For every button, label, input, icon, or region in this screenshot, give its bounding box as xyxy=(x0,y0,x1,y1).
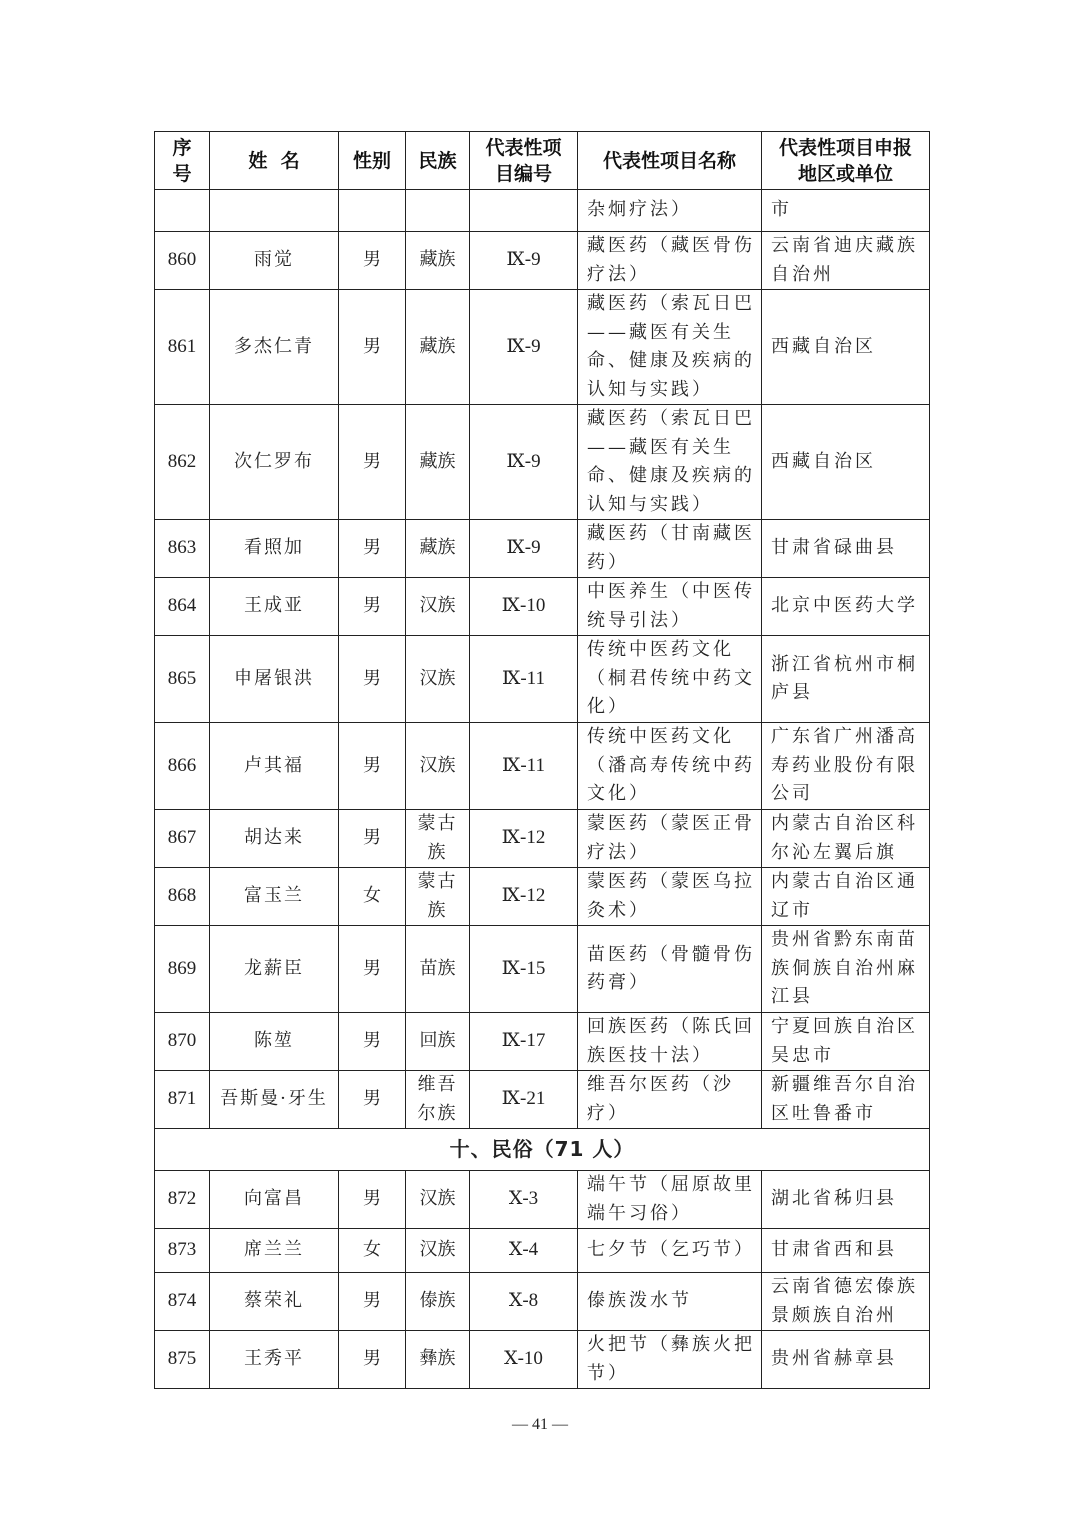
cell-region: 内蒙古自治区科尔沁左翼后旗 xyxy=(762,810,930,868)
cell-region: 云南省迪庆藏族自治州 xyxy=(762,232,930,290)
cell-code: Ⅹ-3 xyxy=(470,1171,578,1229)
cell-gender: 男 xyxy=(339,810,406,868)
cell-project: 回族医药（陈氏回族医技十法） xyxy=(578,1013,762,1071)
cell-code: Ⅸ-10 xyxy=(470,578,578,636)
cell-code: Ⅹ-4 xyxy=(470,1229,578,1273)
cell-code: Ⅸ-11 xyxy=(470,723,578,810)
cell-gender: 男 xyxy=(339,926,406,1013)
cell-ethnicity: 汉族 xyxy=(406,1229,470,1273)
cell-project: 火把节（彝族火把节） xyxy=(578,1331,762,1389)
table-row xyxy=(155,520,930,578)
cell-seq: 875 xyxy=(155,1331,210,1389)
cell-gender: 男 xyxy=(339,723,406,810)
header-ethnicity: 民族 xyxy=(406,132,470,190)
table-row xyxy=(155,1171,930,1229)
cell-project: 藏医药（索瓦日巴——藏医有关生命、健康及疾病的认知与实践） xyxy=(578,290,762,405)
header-name: 姓 名 xyxy=(210,132,339,190)
inheritors-table xyxy=(154,131,930,1389)
cell-name: 蔡荣礼 xyxy=(210,1273,339,1331)
cell-code: Ⅸ-9 xyxy=(470,232,578,290)
cell-gender: 男 xyxy=(339,636,406,723)
cell-region: 内蒙古自治区通辽市 xyxy=(762,868,930,926)
cell-code: Ⅸ-12 xyxy=(470,868,578,926)
continuation-project: 杂炯疗法） xyxy=(578,190,762,232)
cell-project: 七夕节（乞巧节） xyxy=(578,1229,762,1273)
header-row xyxy=(155,132,930,190)
cell-code: Ⅹ-10 xyxy=(470,1331,578,1389)
cell-gender: 男 xyxy=(339,520,406,578)
cell-ethnicity: 彝族 xyxy=(406,1331,470,1389)
cell-gender: 女 xyxy=(339,868,406,926)
table-row xyxy=(155,232,930,290)
cell-code: Ⅸ-12 xyxy=(470,810,578,868)
cell-name: 王成亚 xyxy=(210,578,339,636)
cell-gender: 男 xyxy=(339,405,406,520)
header-gender: 性别 xyxy=(339,132,406,190)
cell-project: 传统中医药文化（桐君传统中药文化） xyxy=(578,636,762,723)
cell-ethnicity: 回族 xyxy=(406,1013,470,1071)
cell-region: 浙江省杭州市桐庐县 xyxy=(762,636,930,723)
cell-name: 雨觉 xyxy=(210,232,339,290)
table-row xyxy=(155,636,930,723)
cell-seq: 868 xyxy=(155,868,210,926)
cell-project: 端午节（屈原故里端午习俗） xyxy=(578,1171,762,1229)
cell-name: 向富昌 xyxy=(210,1171,339,1229)
cell-seq: 871 xyxy=(155,1071,210,1129)
cell-project: 傣族泼水节 xyxy=(578,1273,762,1331)
cell-name: 吾斯曼·牙生 xyxy=(210,1071,339,1129)
cell-ethnicity: 汉族 xyxy=(406,723,470,810)
cell-project: 藏医药（索瓦日巴——藏医有关生命、健康及疾病的认知与实践） xyxy=(578,405,762,520)
cell-region: 贵州省黔东南苗族侗族自治州麻江县 xyxy=(762,926,930,1013)
header-region: 代表性项目申报地区或单位 xyxy=(762,132,930,190)
table-row xyxy=(155,290,930,405)
cell-seq: 873 xyxy=(155,1229,210,1273)
cell-region: 北京中医药大学 xyxy=(762,578,930,636)
cell-region: 湖北省秭归县 xyxy=(762,1171,930,1229)
cell-ethnicity: 藏族 xyxy=(406,232,470,290)
cell-code: Ⅸ-15 xyxy=(470,926,578,1013)
table-row xyxy=(155,1273,930,1331)
cell-code: Ⅸ-9 xyxy=(470,405,578,520)
cell-ethnicity: 藏族 xyxy=(406,520,470,578)
cell-name: 次仁罗布 xyxy=(210,405,339,520)
table-row xyxy=(155,1071,930,1129)
cell-name: 卢其福 xyxy=(210,723,339,810)
table-row xyxy=(155,810,930,868)
cell-region: 新疆维吾尔自治区吐鲁番市 xyxy=(762,1071,930,1129)
cell-seq: 869 xyxy=(155,926,210,1013)
cell-ethnicity: 汉族 xyxy=(406,636,470,723)
table-row xyxy=(155,723,930,810)
cell-seq: 870 xyxy=(155,1013,210,1071)
cell-gender: 男 xyxy=(339,1331,406,1389)
cell-gender: 女 xyxy=(339,1229,406,1273)
cell-ethnicity: 苗族 xyxy=(406,926,470,1013)
continuation-row xyxy=(155,190,930,232)
cell-seq: 860 xyxy=(155,232,210,290)
cell-seq: 861 xyxy=(155,290,210,405)
cell-ethnicity: 藏族 xyxy=(406,405,470,520)
cell-seq: 862 xyxy=(155,405,210,520)
table-row xyxy=(155,868,930,926)
header-code: 代表性项目编号 xyxy=(470,132,578,190)
cell-gender: 男 xyxy=(339,578,406,636)
cell-region: 西藏自治区 xyxy=(762,290,930,405)
cell-project: 中医养生（中医传统导引法） xyxy=(578,578,762,636)
cell-name: 申屠银洪 xyxy=(210,636,339,723)
cell-seq: 874 xyxy=(155,1273,210,1331)
cell-ethnicity: 维吾尔族 xyxy=(406,1071,470,1129)
cell-seq: 872 xyxy=(155,1171,210,1229)
cell-name: 富玉兰 xyxy=(210,868,339,926)
cell-seq: 863 xyxy=(155,520,210,578)
cell-ethnicity: 汉族 xyxy=(406,1171,470,1229)
cell-name: 王秀平 xyxy=(210,1331,339,1389)
cell-gender: 男 xyxy=(339,1013,406,1071)
cell-ethnicity: 汉族 xyxy=(406,578,470,636)
cell-ethnicity: 蒙古族 xyxy=(406,868,470,926)
cell-code: Ⅸ-11 xyxy=(470,636,578,723)
cell-ethnicity: 藏族 xyxy=(406,290,470,405)
page-number: — 41 — xyxy=(512,1416,568,1433)
cell-name: 多杰仁青 xyxy=(210,290,339,405)
cell-name: 陈堃 xyxy=(210,1013,339,1071)
cell-name: 龙薪臣 xyxy=(210,926,339,1013)
cell-project: 传统中医药文化（潘高寿传统中药文化） xyxy=(578,723,762,810)
cell-code: Ⅸ-9 xyxy=(470,520,578,578)
header-project: 代表性项目名称 xyxy=(578,132,762,190)
cell-code: Ⅸ-17 xyxy=(470,1013,578,1071)
cell-seq: 864 xyxy=(155,578,210,636)
cell-name: 胡达来 xyxy=(210,810,339,868)
cell-gender: 男 xyxy=(339,1071,406,1129)
cell-project: 维吾尔医药（沙疗） xyxy=(578,1071,762,1129)
cell-name: 席兰兰 xyxy=(210,1229,339,1273)
cell-project: 蒙医药（蒙医乌拉灸术） xyxy=(578,868,762,926)
cell-project: 蒙医药（蒙医正骨疗法） xyxy=(578,810,762,868)
cell-region: 西藏自治区 xyxy=(762,405,930,520)
table-row xyxy=(155,926,930,1013)
cell-region: 云南省德宏傣族景颇族自治州 xyxy=(762,1273,930,1331)
cell-code: Ⅹ-8 xyxy=(470,1273,578,1331)
cell-region: 甘肃省西和县 xyxy=(762,1229,930,1273)
cell-seq: 867 xyxy=(155,810,210,868)
cell-project: 藏医药（甘南藏医药） xyxy=(578,520,762,578)
cell-name: 看照加 xyxy=(210,520,339,578)
cell-gender: 男 xyxy=(339,1273,406,1331)
cell-code: Ⅸ-21 xyxy=(470,1071,578,1129)
section-title: 十、民俗（71 人） xyxy=(155,1129,930,1171)
cell-gender: 男 xyxy=(339,232,406,290)
cell-seq: 865 xyxy=(155,636,210,723)
cell-gender: 男 xyxy=(339,290,406,405)
table-row xyxy=(155,1229,930,1273)
table-body xyxy=(155,190,930,1389)
header-seq: 序号 xyxy=(155,132,210,190)
cell-gender: 男 xyxy=(339,1171,406,1229)
cell-region: 贵州省赫章县 xyxy=(762,1331,930,1389)
cell-code: Ⅸ-9 xyxy=(470,290,578,405)
table-row xyxy=(155,1013,930,1071)
cell-ethnicity: 蒙古族 xyxy=(406,810,470,868)
table-row xyxy=(155,1331,930,1389)
cell-region: 广东省广州潘高寿药业股份有限公司 xyxy=(762,723,930,810)
table-row xyxy=(155,405,930,520)
table-row xyxy=(155,578,930,636)
cell-project: 藏医药（藏医骨伤疗法） xyxy=(578,232,762,290)
cell-seq: 866 xyxy=(155,723,210,810)
cell-region: 宁夏回族自治区吴忠市 xyxy=(762,1013,930,1071)
section-row xyxy=(155,1129,930,1171)
cell-project: 苗医药（骨髓骨伤药膏） xyxy=(578,926,762,1013)
continuation-region: 市 xyxy=(762,190,930,232)
cell-region: 甘肃省碌曲县 xyxy=(762,520,930,578)
cell-ethnicity: 傣族 xyxy=(406,1273,470,1331)
